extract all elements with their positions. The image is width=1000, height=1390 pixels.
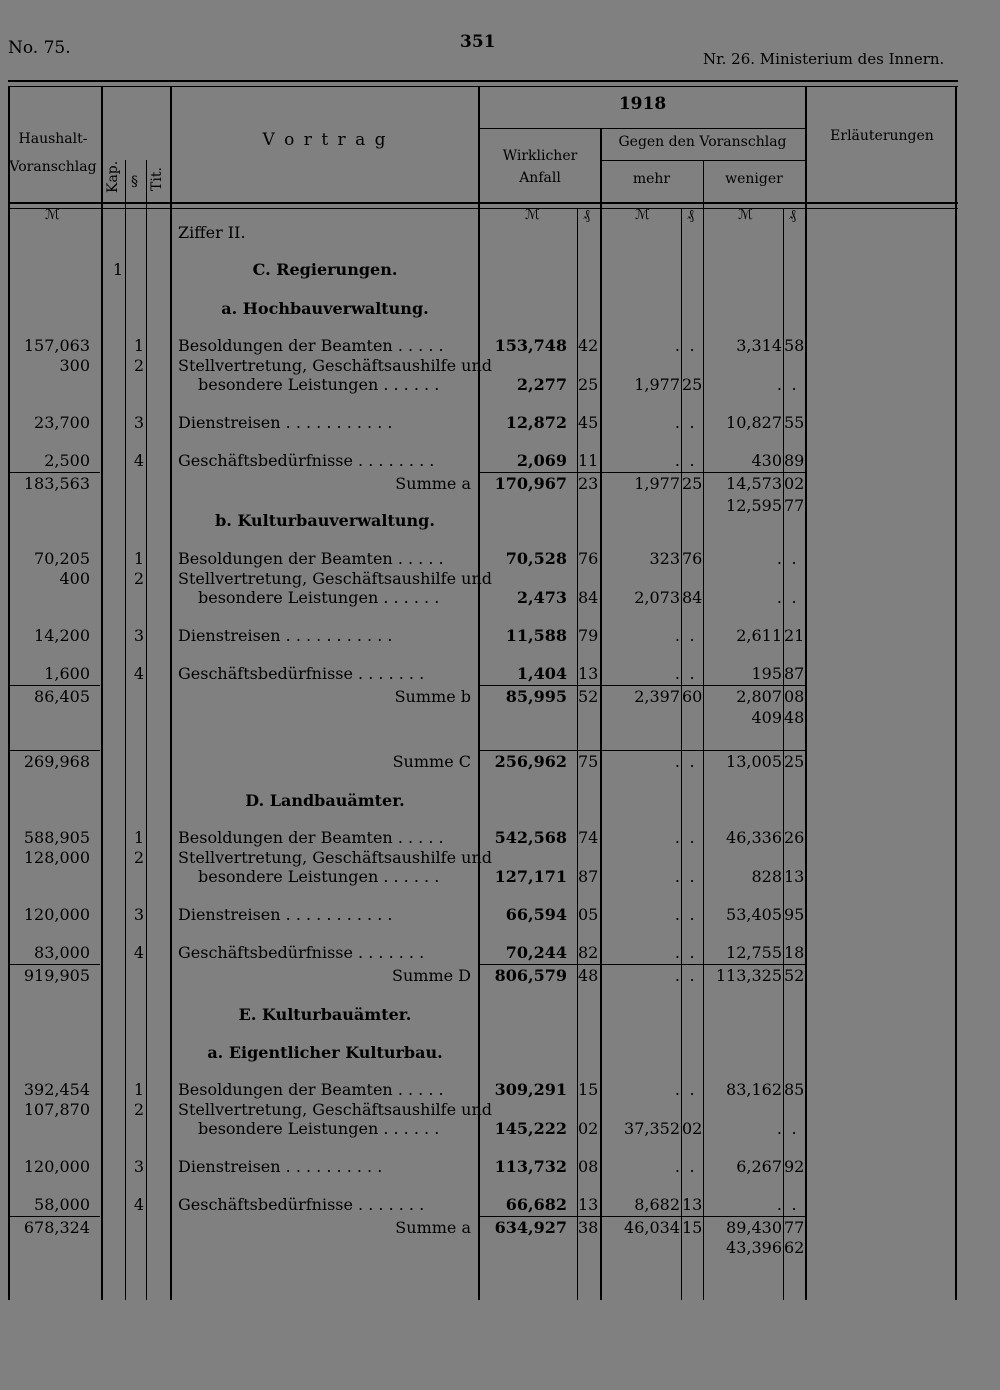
- less-pf: 02: [784, 474, 805, 493]
- actual-pf: 05: [578, 905, 599, 924]
- item-label: besondere Leistungen . . . . . .: [198, 375, 440, 394]
- more-mark: .: [674, 966, 680, 985]
- grid-line: [8, 80, 958, 82]
- section-heading: E. Kulturbauämter.: [238, 1005, 412, 1024]
- less-pf: 92: [784, 1157, 805, 1176]
- actual-mark: 153,748: [494, 336, 567, 355]
- less-mark: 2,807: [736, 687, 782, 706]
- grid-line: [8, 964, 100, 965]
- actual-mark: 2,473: [516, 588, 567, 607]
- actual-mark: 1,404: [516, 664, 567, 683]
- unit-pf-more: ₰: [687, 207, 694, 223]
- more-mark: 1,977: [634, 375, 680, 394]
- unit-mark-less: ℳ: [738, 207, 753, 223]
- par-value: 2: [133, 356, 144, 375]
- less-pf: 95: [784, 905, 805, 924]
- budget-value: 2,500: [44, 451, 90, 470]
- more-pf: 25: [682, 474, 703, 493]
- actual-pf: 42: [578, 336, 599, 355]
- more-pf: .: [689, 1157, 695, 1176]
- item-label: Geschäftsbedürfnisse . . . . . . .: [178, 664, 425, 683]
- par-value: 3: [133, 1157, 144, 1176]
- less-pf: 48: [784, 708, 805, 727]
- item-label: Ziffer II.: [178, 223, 246, 242]
- actual-mark: 11,588: [505, 626, 567, 645]
- more-pf: .: [689, 867, 695, 886]
- less-mark: 430: [751, 451, 782, 470]
- header-kap: Kap.: [105, 160, 121, 193]
- item-label: besondere Leistungen . . . . . .: [198, 1119, 440, 1138]
- budget-value: 70,205: [34, 549, 90, 568]
- item-label: Besoldungen der Beamten . . . . .: [178, 828, 444, 847]
- item-label: Dienstreisen . . . . . . . . . .: [178, 1157, 383, 1176]
- header-notes: Erläuterungen: [830, 128, 934, 144]
- unit-pf-actual: ₰: [583, 207, 590, 223]
- more-pf: .: [689, 626, 695, 645]
- budget-value: 128,000: [23, 848, 90, 867]
- actual-pf: 11: [578, 451, 599, 470]
- header-tit: Tit.: [149, 167, 165, 191]
- par-value: 4: [133, 943, 144, 962]
- item-label: Dienstreisen . . . . . . . . . . .: [178, 905, 393, 924]
- actual-mark: 542,568: [494, 828, 567, 847]
- header-less: weniger: [725, 171, 783, 187]
- actual-pf: 87: [578, 867, 599, 886]
- more-mark: 46,034: [624, 1218, 680, 1237]
- more-mark: .: [674, 413, 680, 432]
- less-pf: 25: [784, 752, 805, 771]
- actual-pf: 13: [578, 664, 599, 683]
- par-value: 2: [133, 569, 144, 588]
- less-mark: .: [776, 549, 782, 568]
- less-mark: 13,005: [726, 752, 782, 771]
- item-label: Stellvertretung, Geschäftsaushilfe und: [178, 569, 492, 588]
- budget-value: 14,200: [34, 626, 90, 645]
- less-pf: .: [791, 375, 797, 394]
- actual-mark: 66,682: [505, 1195, 567, 1214]
- unit-pf-less: ₰: [789, 207, 796, 223]
- less-mark: .: [776, 588, 782, 607]
- less-pf: 21: [784, 626, 805, 645]
- less-pf: 77: [784, 1218, 805, 1237]
- grid-line: [8, 750, 100, 751]
- less-pf: 58: [784, 336, 805, 355]
- par-value: 4: [133, 1195, 144, 1214]
- header-vs-estimate: Gegen den Voranschlag: [618, 134, 787, 150]
- budget-value: 678,324: [23, 1218, 90, 1237]
- grid-line: [478, 750, 805, 751]
- grid-line: [955, 86, 957, 1300]
- grid-line: [8, 1216, 100, 1217]
- actual-pf: 13: [578, 1195, 599, 1214]
- item-label: Geschäftsbedürfnisse . . . . . . .: [178, 1195, 425, 1214]
- item-label: Besoldungen der Beamten . . . . .: [178, 549, 444, 568]
- actual-mark: 2,069: [516, 451, 567, 470]
- budget-value: 157,063: [23, 336, 90, 355]
- grid-line: [8, 472, 100, 473]
- par-value: 3: [133, 413, 144, 432]
- more-mark: 2,073: [634, 588, 680, 607]
- actual-pf: 38: [578, 1218, 599, 1237]
- less-mark: 3,314: [736, 336, 782, 355]
- actual-pf: 45: [578, 413, 599, 432]
- less-pf: .: [791, 1195, 797, 1214]
- actual-mark: 634,927: [494, 1218, 567, 1237]
- less-mark: 113,325: [715, 966, 782, 985]
- section-heading: D. Landbauämter.: [245, 791, 405, 810]
- less-mark: 43,396: [726, 1238, 782, 1257]
- budget-value: 83,000: [34, 943, 90, 962]
- header-budget: Haushalt-Voranschlag: [9, 131, 97, 175]
- budget-value: 919,905: [23, 966, 90, 985]
- item-label: Stellvertretung, Geschäftsaushilfe und: [178, 848, 492, 867]
- par-value: 4: [133, 451, 144, 470]
- budget-value: 183,563: [23, 474, 90, 493]
- par-value: 4: [133, 664, 144, 683]
- more-mark: .: [674, 752, 680, 771]
- more-mark: 2,397: [634, 687, 680, 706]
- less-mark: 89,430: [726, 1218, 782, 1237]
- actual-pf: 79: [578, 626, 599, 645]
- grid-line: [600, 128, 602, 1300]
- less-pf: .: [791, 588, 797, 607]
- actual-pf: 25: [578, 375, 599, 394]
- less-mark: 6,267: [736, 1157, 782, 1176]
- actual-mark: 12,872: [505, 413, 567, 432]
- less-pf: 85: [784, 1080, 805, 1099]
- budget-value: 86,405: [34, 687, 90, 706]
- actual-mark: 66,594: [505, 905, 567, 924]
- actual-mark: 70,528: [505, 549, 567, 568]
- more-pf: 25: [682, 375, 703, 394]
- less-mark: 10,827: [726, 413, 782, 432]
- item-label: Besoldungen der Beamten . . . . .: [178, 336, 444, 355]
- more-mark: .: [674, 626, 680, 645]
- grid-line: [8, 86, 958, 87]
- less-mark: 12,755: [726, 943, 782, 962]
- more-pf: 15: [682, 1218, 703, 1237]
- more-pf: 13: [682, 1195, 703, 1214]
- less-mark: 409: [751, 708, 782, 727]
- grid-line: [8, 202, 958, 204]
- grid-line: [125, 160, 126, 1300]
- actual-mark: 309,291: [494, 1080, 567, 1099]
- page-number: 351: [460, 32, 496, 52]
- unit-mark-more: ℳ: [635, 207, 650, 223]
- par-value: 1: [133, 549, 144, 568]
- more-mark: .: [674, 943, 680, 962]
- more-pf: .: [689, 943, 695, 962]
- par-value: 1: [133, 336, 144, 355]
- actual-mark: 2,277: [516, 375, 567, 394]
- more-mark: 37,352: [624, 1119, 680, 1138]
- more-pf: .: [689, 752, 695, 771]
- budget-value: 1,600: [44, 664, 90, 683]
- par-value: 1: [133, 1080, 144, 1099]
- less-pf: 87: [784, 664, 805, 683]
- sum-label: Summe D: [392, 966, 471, 985]
- par-value: 1: [133, 828, 144, 847]
- actual-mark: 170,967: [494, 474, 567, 493]
- actual-mark: 85,995: [505, 687, 567, 706]
- less-mark: 828: [751, 867, 782, 886]
- less-pf: 08: [784, 687, 805, 706]
- more-mark: .: [674, 664, 680, 683]
- actual-pf: 74: [578, 828, 599, 847]
- section-subheading: a. Eigentlicher Kulturbau.: [207, 1043, 443, 1062]
- actual-mark: 256,962: [494, 752, 567, 771]
- header-actual: Wirklicher Anfall: [502, 148, 578, 186]
- item-label: Stellvertretung, Geschäftsaushilfe und: [178, 1100, 492, 1119]
- sum-label: Summe a: [395, 1218, 471, 1237]
- item-label: Dienstreisen . . . . . . . . . . .: [178, 626, 393, 645]
- actual-pf: 84: [578, 588, 599, 607]
- budget-value: 120,000: [23, 905, 90, 924]
- budget-value: 300: [59, 356, 90, 375]
- item-label: Dienstreisen . . . . . . . . . . .: [178, 413, 393, 432]
- budget-value: 392,454: [23, 1080, 90, 1099]
- more-pf: .: [689, 451, 695, 470]
- item-label: Geschäftsbedürfnisse . . . . . . . .: [178, 451, 435, 470]
- more-pf: .: [689, 905, 695, 924]
- par-value: 3: [133, 626, 144, 645]
- less-mark: 14,573: [726, 474, 782, 493]
- header-vortrag: V o r t r a g: [262, 130, 388, 150]
- less-pf: 62: [784, 1238, 805, 1257]
- header-par: §: [131, 174, 138, 190]
- less-mark: 53,405: [726, 905, 782, 924]
- actual-pf: 02: [578, 1119, 599, 1138]
- more-pf: .: [689, 336, 695, 355]
- more-pf: 02: [682, 1119, 703, 1138]
- header-year: 1918: [618, 94, 667, 114]
- actual-mark: 145,222: [494, 1119, 567, 1138]
- budget-value: 400: [59, 569, 90, 588]
- ministry-header: Nr. 26. Ministerium des Innern.: [703, 50, 945, 68]
- more-pf: .: [689, 413, 695, 432]
- unit-mark-budget: ℳ: [45, 207, 60, 223]
- par-value: 2: [133, 1100, 144, 1119]
- more-pf: 60: [682, 687, 703, 706]
- more-mark: .: [674, 451, 680, 470]
- more-pf: .: [689, 1080, 695, 1099]
- more-pf: .: [689, 664, 695, 683]
- grid-line: [8, 685, 100, 686]
- budget-value: 107,870: [23, 1100, 90, 1119]
- actual-pf: 08: [578, 1157, 599, 1176]
- actual-pf: 15: [578, 1080, 599, 1099]
- less-pf: 26: [784, 828, 805, 847]
- grid-line: [478, 472, 805, 473]
- par-value: 2: [133, 848, 144, 867]
- more-mark: .: [674, 828, 680, 847]
- grid-line: [478, 964, 805, 965]
- grid-line: [703, 160, 704, 1300]
- item-label: Besoldungen der Beamten . . . . .: [178, 1080, 444, 1099]
- less-mark: .: [776, 1195, 782, 1214]
- grid-line: [8, 208, 958, 209]
- less-mark: 46,336: [726, 828, 782, 847]
- section-subheading: b. Kulturbauverwaltung.: [215, 511, 435, 530]
- less-mark: 2,611: [736, 626, 782, 645]
- item-label: besondere Leistungen . . . . . .: [198, 588, 440, 607]
- section-heading: C. Regierungen.: [252, 260, 398, 279]
- less-pf: 77: [784, 496, 805, 515]
- more-mark: 323: [649, 549, 680, 568]
- budget-value: 120,000: [23, 1157, 90, 1176]
- less-mark: 195: [751, 664, 782, 683]
- grid-line: [170, 86, 172, 1300]
- actual-mark: 70,244: [505, 943, 567, 962]
- less-mark: 83,162: [726, 1080, 782, 1099]
- more-mark: .: [674, 867, 680, 886]
- sum-label: Summe a: [395, 474, 471, 493]
- unit-mark-actual: ℳ: [525, 207, 540, 223]
- more-pf: 84: [682, 588, 703, 607]
- section-subheading: a. Hochbauverwaltung.: [221, 299, 429, 318]
- more-mark: .: [674, 1080, 680, 1099]
- more-pf: 76: [682, 549, 703, 568]
- par-value: 3: [133, 905, 144, 924]
- kap-value: 1: [112, 260, 123, 279]
- actual-pf: 52: [578, 687, 599, 706]
- less-pf: 52: [784, 966, 805, 985]
- item-label: Geschäftsbedürfnisse . . . . . . .: [178, 943, 425, 962]
- more-mark: 8,682: [634, 1195, 680, 1214]
- sum-label: Summe C: [392, 752, 471, 771]
- less-pf: .: [791, 549, 797, 568]
- header-more: mehr: [632, 171, 671, 187]
- less-pf: 89: [784, 451, 805, 470]
- page-number-label: No. 75.: [8, 38, 71, 58]
- budget-value: 58,000: [34, 1195, 90, 1214]
- budget-value: 588,905: [23, 828, 90, 847]
- more-mark: .: [674, 336, 680, 355]
- less-pf: .: [791, 1119, 797, 1138]
- budget-value: 23,700: [34, 413, 90, 432]
- less-pf: 55: [784, 413, 805, 432]
- more-pf: .: [689, 828, 695, 847]
- more-mark: .: [674, 1157, 680, 1176]
- less-mark: .: [776, 375, 782, 394]
- budget-value: 269,968: [23, 752, 90, 771]
- item-label: Stellvertretung, Geschäftsaushilfe und: [178, 356, 492, 375]
- grid-line: [480, 128, 805, 129]
- item-label: besondere Leistungen . . . . . .: [198, 867, 440, 886]
- more-pf: .: [689, 966, 695, 985]
- grid-line: [146, 160, 147, 1300]
- actual-mark: 113,732: [494, 1157, 567, 1176]
- sum-label: Summe b: [394, 687, 471, 706]
- less-pf: 18: [784, 943, 805, 962]
- less-mark: 12,595: [726, 496, 782, 515]
- grid-line: [805, 86, 807, 1300]
- more-mark: .: [674, 905, 680, 924]
- actual-mark: 127,171: [494, 867, 567, 886]
- actual-mark: 806,579: [494, 966, 567, 985]
- grid-line: [478, 685, 805, 686]
- less-mark: .: [776, 1119, 782, 1138]
- actual-pf: 23: [578, 474, 599, 493]
- actual-pf: 76: [578, 549, 599, 568]
- more-mark: 1,977: [634, 474, 680, 493]
- actual-pf: 75: [578, 752, 599, 771]
- actual-pf: 82: [578, 943, 599, 962]
- less-pf: 13: [784, 867, 805, 886]
- actual-pf: 48: [578, 966, 599, 985]
- grid-line: [478, 1216, 805, 1217]
